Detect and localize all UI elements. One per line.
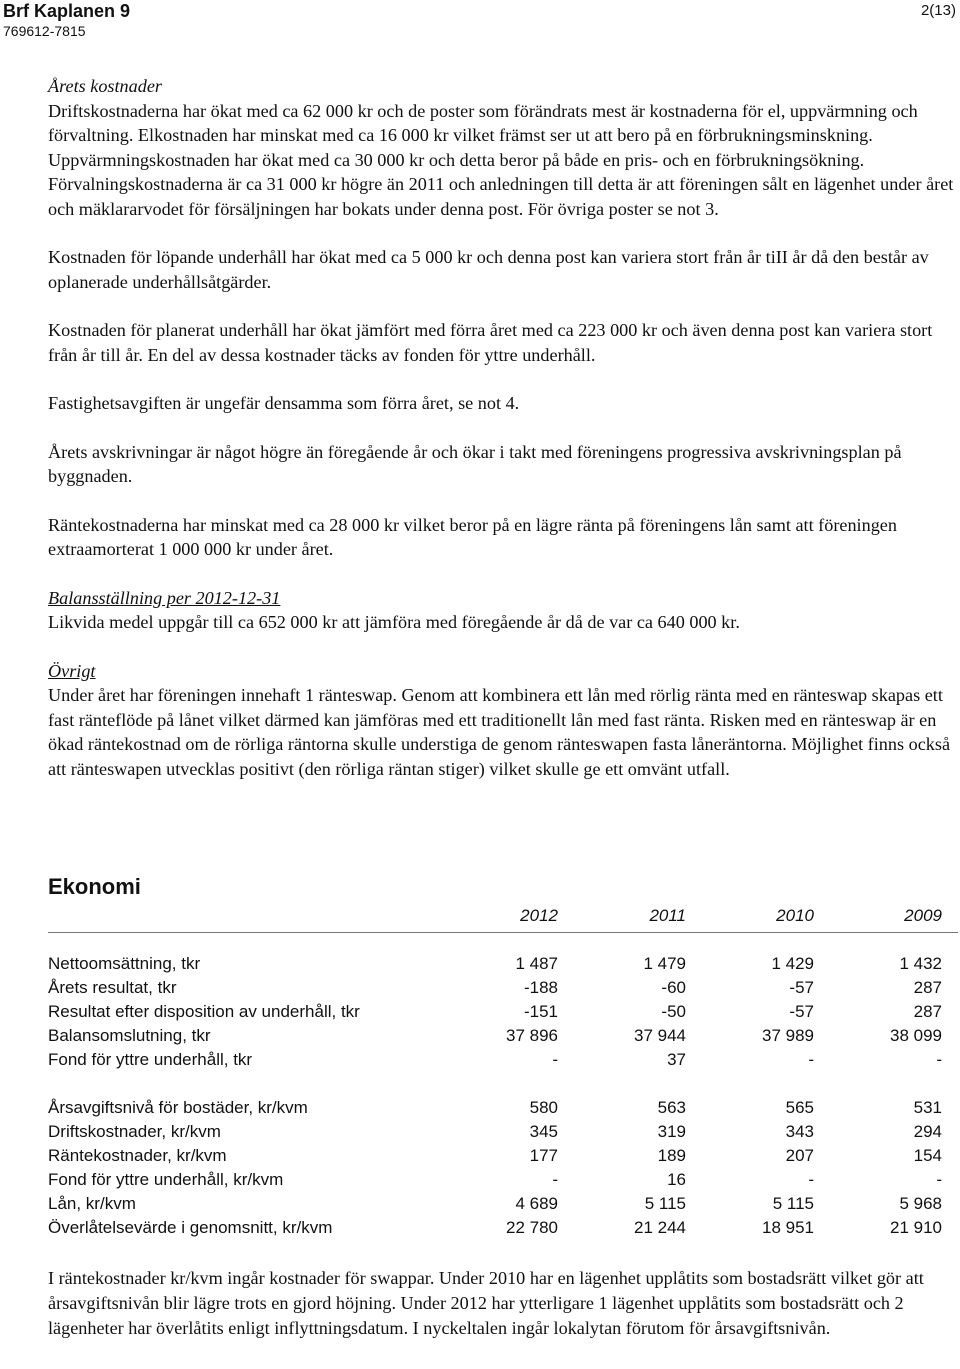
ekonomi-footnote: I räntekostnader kr/kvm ingår kostnader för swappar. Under 2010 har en lägenhet upplåtits som bostadsrätt vilket gör att årsavgiftsnivån blir lägre trots en gjord höjning. Under 2012 har ytterligare 1 lägenhet upplåtits som bostadsrätt och 2 lägenheter har överlåtits enligt inflyttningsdatum. I nyckeltalen ingår lokalytan förutom för årsavgiftsnivån. bbox=[48, 1268, 924, 1338]
row-value: -151 bbox=[523, 1002, 558, 1021]
table-row bbox=[48, 1144, 958, 1168]
row-value: -50 bbox=[661, 1002, 686, 1021]
table-row bbox=[48, 1024, 958, 1048]
table-header-row bbox=[48, 904, 958, 928]
table-row bbox=[48, 1168, 958, 1192]
row-value: 37 989 bbox=[762, 1026, 814, 1045]
row-value: 21 244 bbox=[634, 1218, 686, 1237]
year-header: 2009 bbox=[904, 906, 942, 925]
row-label: Fond för yttre underhåll, tkr bbox=[48, 1050, 253, 1069]
table-gap bbox=[48, 1072, 958, 1096]
row-label: Årsavgiftsnivå för bostäder, kr/kvm bbox=[48, 1098, 308, 1117]
section-heading-ovrigt: Övrigt bbox=[48, 660, 96, 681]
table-row bbox=[48, 1048, 958, 1072]
row-value: 1 487 bbox=[515, 954, 558, 973]
page-number: 2(13) bbox=[920, 2, 956, 19]
table-row bbox=[48, 1192, 958, 1216]
row-value: 1 429 bbox=[771, 954, 814, 973]
table-row bbox=[48, 976, 958, 1000]
paragraph-avskrivningar: Årets avskrivningar är något högre än föregående år och ökar i takt med föreningens progressiva avskrivningsplan på byggnaden. bbox=[48, 441, 902, 486]
table-row bbox=[48, 1216, 958, 1240]
row-label: Årets resultat, tkr bbox=[48, 978, 177, 997]
paragraph-fastighetsavgift: Fastighetsavgiften är ungefär densamma som förra året, se not 4. bbox=[48, 393, 520, 413]
row-value: 287 bbox=[913, 978, 942, 997]
section-heading-arets-kostnader: Årets kostnader bbox=[48, 76, 162, 96]
row-value: 580 bbox=[529, 1098, 558, 1117]
row-value: 287 bbox=[913, 1002, 942, 1021]
ekonomi-table bbox=[48, 904, 958, 1240]
row-value: - bbox=[936, 1170, 942, 1189]
year-header: 2012 bbox=[520, 906, 558, 925]
row-value: - bbox=[552, 1050, 558, 1069]
row-value: 5 115 bbox=[772, 1194, 814, 1213]
year-header: 2011 bbox=[649, 906, 686, 925]
row-value: 5 115 bbox=[644, 1194, 686, 1213]
row-value: 21 910 bbox=[890, 1218, 942, 1237]
row-value: 207 bbox=[785, 1146, 814, 1165]
row-value: 343 bbox=[785, 1122, 814, 1141]
row-value: 345 bbox=[529, 1122, 558, 1141]
paragraph-ovrigt: Under året har föreningen innehaft 1 ränteswap. Genom att kombinera ett lån med rörlig ränta med en ränteswap skapas ett fast ränteflöde på lånet vilket därmed kan jämföras med ett traditionellt lån med fast ränta. Risken med en ränteswap är en ökad räntekostnad om de rörliga räntorna skulle understiga de genom ränteswapen fasta låneräntorna. Möjlighet finns också att ränteswapen utvecklas positivt (den rörliga räntan stiger) vilket skulle ge ett omvänt utfall. bbox=[48, 685, 951, 779]
row-label: Driftskostnader, kr/kvm bbox=[48, 1122, 221, 1141]
row-label: Överlåtelsevärde i genomsnitt, kr/kvm bbox=[48, 1218, 333, 1237]
row-value: 154 bbox=[913, 1146, 942, 1165]
row-value: 319 bbox=[657, 1122, 686, 1141]
table-divider bbox=[48, 932, 958, 933]
row-value: - bbox=[552, 1170, 558, 1189]
row-label: Nettoomsättning, tkr bbox=[48, 954, 201, 973]
table-row bbox=[48, 1096, 958, 1120]
body-text bbox=[48, 74, 956, 805]
row-value: -57 bbox=[789, 1002, 814, 1021]
row-value: 18 951 bbox=[762, 1218, 814, 1237]
table-group-kvm bbox=[48, 1096, 958, 1240]
row-value: 16 bbox=[667, 1170, 686, 1189]
paragraph-rantekostnader: Räntekostnaderna har minskat med ca 28 000 kr vilket beror på en lägre ränta på föreningens lån samt att föreningen extraamorterat 1 000 000 kr under året. bbox=[48, 514, 897, 559]
section-heading-balans: Balansställning per 2012-12-31 bbox=[48, 587, 281, 608]
row-value: 531 bbox=[913, 1098, 942, 1117]
row-value: 189 bbox=[657, 1146, 686, 1165]
row-value: -57 bbox=[789, 978, 814, 997]
row-label: Balansomslutning, tkr bbox=[48, 1026, 211, 1045]
table-row bbox=[48, 1000, 958, 1024]
paragraph-driftskostnader: Driftskostnaderna har ökat med ca 62 000 kr och de poster som förändrats mest är kostnaderna för el, uppvärmning och förvaltning. Elkostnaden har minskat med ca 16 000 kr vilket främst ser ut att bero på en förbrukningsminskning. Uppvärmningskostnaden har ökat med ca 30 000 kr och detta beror på både en pris- och en förbrukningsökning. Förvalningskostnaderna är ca 31 000 kr högre än 2011 och anledningen till detta är att föreningen sålt en lägenhet under året och mäklararvodet för försäljningen har bokats under denna post. För övriga poster se not 3. bbox=[48, 100, 954, 219]
row-value: 37 bbox=[667, 1050, 686, 1069]
org-number: 769612-7815 bbox=[3, 23, 86, 39]
row-value: - bbox=[808, 1170, 814, 1189]
row-value: 4 689 bbox=[515, 1194, 558, 1213]
row-value: 37 944 bbox=[634, 1026, 686, 1045]
table-group-tkr bbox=[48, 952, 958, 1072]
row-value: - bbox=[936, 1050, 942, 1069]
year-header: 2010 bbox=[776, 906, 814, 925]
row-value: 294 bbox=[913, 1122, 942, 1141]
row-label: Räntekostnader, kr/kvm bbox=[48, 1146, 227, 1165]
ekonomi-heading: Ekonomi bbox=[48, 874, 141, 899]
row-value: -188 bbox=[523, 978, 558, 997]
row-label: Lån, kr/kvm bbox=[48, 1194, 136, 1213]
paragraph-balans: Likvida medel uppgår till ca 652 000 kr att jämföra med föregående år då de var ca 640 000 kr. bbox=[48, 612, 740, 632]
row-value: 5 968 bbox=[899, 1194, 942, 1213]
row-value: 565 bbox=[785, 1098, 814, 1117]
row-label: Resultat efter disposition av underhåll, tkr bbox=[48, 1002, 360, 1021]
row-value: 1 432 bbox=[899, 954, 942, 973]
row-value: 22 780 bbox=[506, 1218, 558, 1237]
row-label: Fond för yttre underhåll, kr/kvm bbox=[48, 1170, 284, 1189]
row-value: 37 896 bbox=[506, 1026, 558, 1045]
row-value: 177 bbox=[529, 1146, 558, 1165]
paragraph-planerat-underhall: Kostnaden för planerat underhåll har ökat jämfört med förra året med ca 223 000 kr och även denna post kan variera stort från år till år. En del av dessa kostnader täcks av fonden för yttre underhåll. bbox=[48, 320, 933, 365]
row-value: 563 bbox=[657, 1098, 686, 1117]
table-row bbox=[48, 952, 958, 976]
row-value: -60 bbox=[661, 978, 686, 997]
row-value: - bbox=[808, 1050, 814, 1069]
row-value: 38 099 bbox=[890, 1026, 942, 1045]
row-value: 1 479 bbox=[643, 954, 686, 973]
document-title: Brf Kaplanen 9 bbox=[3, 1, 131, 21]
paragraph-lopande-underhall: Kostnaden för löpande underhåll har ökat med ca 5 000 kr och denna post kan variera stort från år tiII år då den består av oplanerade underhållsåtgärder. bbox=[48, 247, 929, 292]
table-row bbox=[48, 1120, 958, 1144]
